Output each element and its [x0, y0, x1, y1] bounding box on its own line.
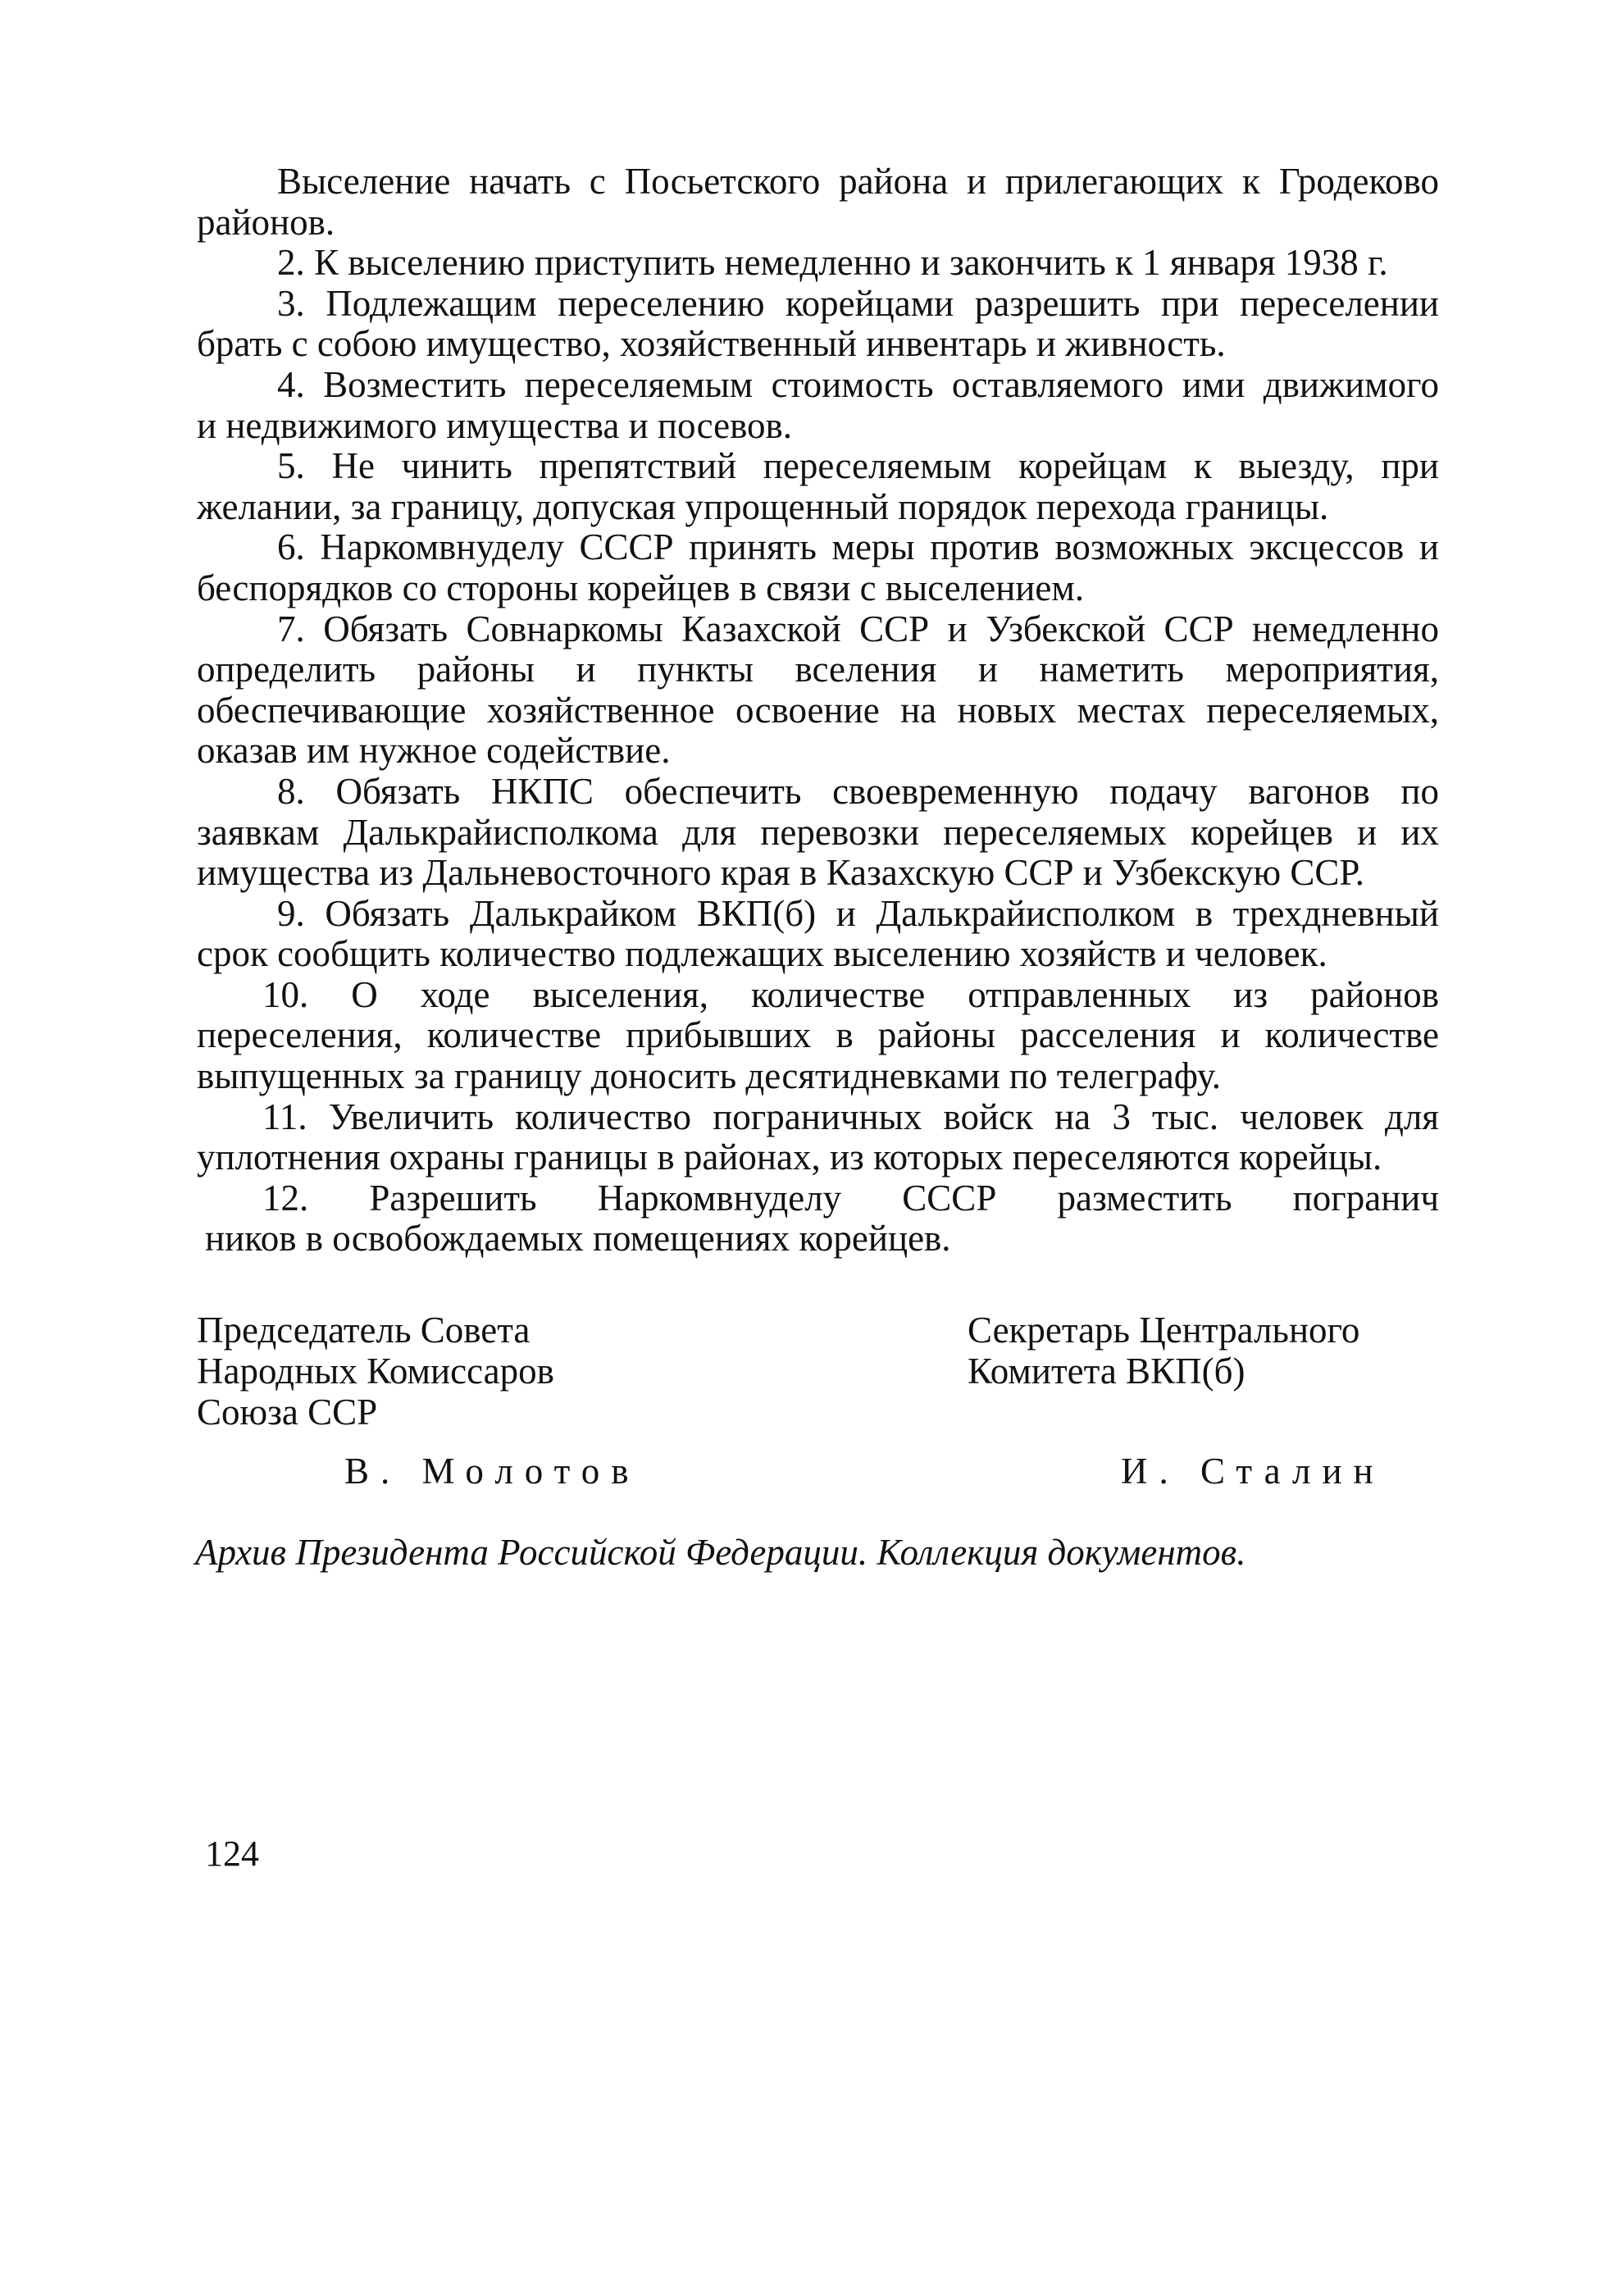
body-line: ников в освобождаемых помещениях корейцев. [205, 1218, 951, 1260]
signatory-title-line: Народных Комиссаров [197, 1351, 554, 1392]
body-line: Выселение начать с Посьетского района и прилегающих к Гродеково [277, 161, 1439, 202]
page-number: 124 [205, 1834, 259, 1874]
signatory-title-line: Секретарь Центрального [968, 1310, 1360, 1351]
body-line: определить районы и пункты вселения и наметить мероприятия, [197, 649, 1439, 690]
signatory-title-line: Союза ССР [197, 1392, 378, 1433]
body-line: 10. О ходе выселения, количестве отправленных из районов [262, 973, 1439, 1015]
body-line: заявкам Далькрайисполкома для перевозки переселяемых корейцев и их [197, 811, 1439, 853]
body-line: уплотнения охраны границы в районах, из которых переселяются корейцы. [197, 1137, 1382, 1178]
body-line: беспорядков со стороны корейцев в связи с выселением. [197, 567, 1085, 608]
signatory-right-name: И. Сталин [1121, 1451, 1385, 1492]
body-line: выпущенных за границу доносить десятидневками по телеграфу. [197, 1055, 1222, 1097]
body-line: 3. Подлежащим переселению корейцами разрешить при переселении [277, 282, 1439, 324]
body-line: 11. Увеличить количество пограничных войск на 3 тыс. человек для [262, 1096, 1439, 1137]
body-line: 6. Наркомвнуделу СССР принять меры против возможных эксцессов и [277, 526, 1439, 568]
body-line: районов. [197, 201, 335, 243]
signatory-title-line: Комитета ВКП(б) [968, 1351, 1245, 1392]
body-line: 12. Разрешить Наркомвнуделу СССР разместить погранич [262, 1177, 1439, 1219]
signatory-left-name: В. Молотов [344, 1451, 640, 1492]
body-line: брать с собою имущество, хозяйственный инвентарь и живность. [197, 323, 1226, 365]
body-line: желании, за границу, допуская упрощенный порядок перехода границы. [197, 485, 1329, 527]
body-line: обеспечивающие хозяйственное освоение на новых местах переселяемых, [197, 689, 1439, 731]
body-line: 4. Возместить переселяемым стоимость оставляемого ими движимого [277, 363, 1439, 405]
body-line: и недвижимого имущества и посевов. [197, 404, 793, 446]
body-line: имущества из Дальневосточного края в Казахскую ССР и Узбекскую ССР. [197, 852, 1365, 894]
body-line: 5. Не чинить препятствий переселяемым корейцам к выезду, при [277, 445, 1439, 487]
body-line: 7. Обязать Совнаркомы Казахской ССР и Узбекской ССР немедленно [277, 608, 1439, 649]
decree-body [197, 162, 1439, 1260]
body-line: оказав им нужное содействие. [197, 730, 671, 772]
signatory-left-title [197, 1310, 554, 1433]
archive-source-note: Архив Президента Российской Федерации. Коллекция документов. [195, 1532, 1246, 1573]
body-line: 8. Обязать НКПС обеспечить своевременную подачу вагонов по [277, 770, 1439, 812]
body-line: переселения, количестве прибывших в районы расселения и количестве [197, 1014, 1439, 1056]
signatory-title-line: Председатель Совета [197, 1310, 531, 1351]
signatory-right-title [968, 1310, 1359, 1392]
body-line: 9. Обязать Далькрайком ВКП(б) и Далькрайисполком в трехдневный [277, 892, 1439, 934]
body-line: 2. К выселению приступить немедленно и закончить к 1 января 1938 г. [277, 242, 1388, 284]
body-line: срок сообщить количество подлежащих выселению хозяйств и человек. [197, 933, 1327, 975]
